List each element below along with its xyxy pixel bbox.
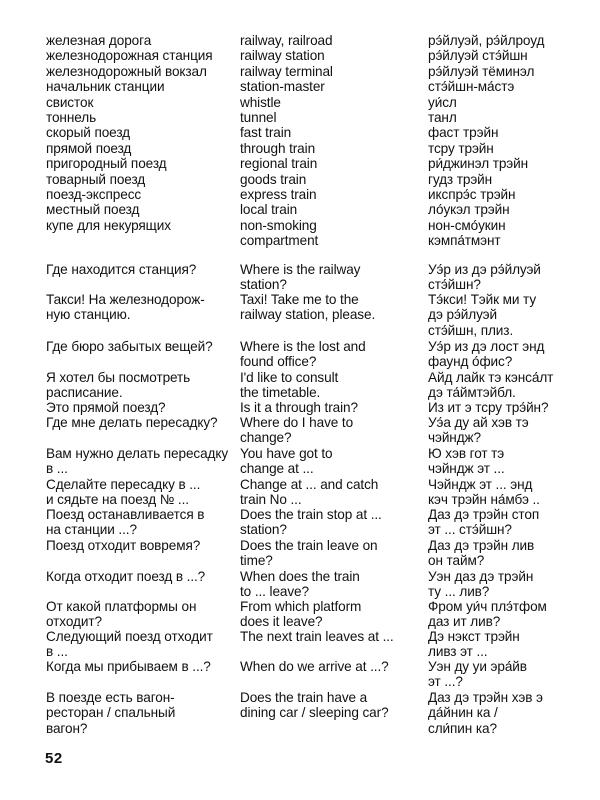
transcription-text: Дэ нэкст трэйн ливз эт ... [428,629,520,660]
english-text: through train [240,140,316,156]
russian-text: Где мне делать пересадку? [46,415,218,430]
english-text: whistle [240,94,281,110]
transcription-text: танл [428,110,457,125]
english-text: tunnel [240,110,277,125]
english-text: Where is the lost and found office? [240,339,366,370]
russian-text: Такси! На железнодорож- ную станцию. [46,292,205,323]
russian-text: железнодорожный вокзал [46,63,207,79]
english-text: railway, railroad [240,33,333,48]
english-text: fast train [240,125,292,141]
english-text: Does the train have a dining car / sleeping car? [240,690,389,721]
russian-text: начальник станции [46,79,165,95]
russian-text: пригородный поезд [46,156,167,172]
transcription-text: Даз дэ трэйн хэв э да́йнин ка / сли́пин ка? [428,690,543,736]
transcription-text: тсру трэйн [428,140,494,156]
russian-text: Поезд отходит вовремя? [46,538,201,553]
english-text: regional train [240,156,318,172]
english-text: The next train leaves at ... [240,629,394,644]
english-text: Where do I have to change? [240,415,354,446]
transcription-text: Из ит э тсру трэ́йн? [428,400,549,415]
english-text: station-master [240,79,325,95]
transcription-text: Уэн ду уи эра́йв эт ...? [428,659,527,690]
english-text: From which platform does it leave? [240,599,362,630]
transcription-text: ло́укэл трэйн [428,202,510,218]
english-text: Does the train stop at ... station? [240,507,382,538]
transcription-text: рэ́йлуэй тёминэл [428,63,535,79]
transcription-text: Даз дэ трэйн стоп эт ... стэ́йшн? [428,507,540,538]
transcription-text: Фром уи́ч плэ́тфом даз ит лив? [428,599,547,630]
russian-text: железнодорожная станция [46,48,213,64]
english-text: Change at ... and catch train No ... [240,477,379,508]
transcription-text: Уэ́а ду ай хэв тэ чэйндж? [428,415,529,446]
english-text: express train [240,187,317,202]
english-text: Is it a through train? [240,400,358,415]
russian-text: свисток [46,94,94,110]
transcription-text: ри́джинэл трэйн [428,156,529,172]
transcription-text: гудз трэйн [428,171,493,187]
russian-text: Следующий поезд отходит в ... [46,629,213,660]
transcription-text: Тэ́кси! Тэйк ми ту дэ рэ́йлуэй стэ́йшн, плиз. [428,292,537,338]
transcription-text: Айд лайк тэ кэнса́лт дэ та́ймтэйбл. [428,370,554,401]
english-text: non-smoking compartment [240,217,319,249]
english-text: railway station [240,48,325,64]
russian-text: Это прямой поезд? [46,400,166,415]
transcription-text: Уэн даз дэ трэйн ту ... лив? [428,569,534,600]
transcription-text: рэ́йлуэй стэ́йшн [428,48,528,64]
russian-text: поезд-экспресс [46,187,142,202]
transcription-text: икспрэ́с трэйн [428,187,516,202]
transcription-text: фаст трэйн [428,125,499,141]
russian-text: Когда мы прибываем в ...? [46,659,211,674]
russian-text: Когда отходит поезд в ...? [46,569,206,584]
russian-text: железная дорога [46,33,152,48]
transcription-text: Ю хэв гот тэ чэйндж эт ... [428,446,505,477]
transcription-text: нон-смо́укин кэмпа́тмэнт [428,217,506,249]
transcription-text: Уэ́р из дэ рэ́йлуэй стэ́йшн? [428,262,541,293]
english-text: goods train [240,171,307,187]
transcription-text: стэ́йшн-ма́стэ [428,79,515,95]
english-text: When does the train to ... leave? [240,569,360,600]
transcription-text: уи́сл [428,94,457,110]
russian-text: Где бюро забытых вещей? [46,339,213,354]
transcription-text: Чэйндж эт ... энд кэч трэйн на́мбэ .. [428,477,540,508]
russian-text: Сделайте пересадку в ... и сядьте на поезд № ... [46,477,201,508]
english-text: When do we arrive at ...? [240,659,389,674]
russian-text: товарный поезд [46,171,146,187]
page-number: 52 [45,750,63,767]
transcription-text: рэ́йлуэй, рэ́йлроуд [428,33,545,48]
russian-text: Поезд останавливается в на станции ...? [46,507,205,538]
transcription-text: Даз дэ трэйн лив он тайм? [428,538,535,569]
russian-text: тоннель [46,110,97,125]
english-text: You have got to change at ... [240,446,333,477]
russian-text: скорый поезд [46,125,131,141]
russian-text: Я хотел бы посмотреть расписание. [46,370,191,401]
russian-text: Вам нужно делать пересадку в ... [46,446,229,477]
russian-text: прямой поезд [46,140,132,156]
english-text: Taxi! Take me to the railway station, please. [240,292,376,323]
russian-text: местный поезд [46,202,140,218]
english-text: local train [240,202,298,218]
english-text: railway terminal [240,63,333,79]
english-text: Where is the railway station? [240,262,361,293]
russian-text: От какой платформы он отходит? [46,599,197,630]
russian-text: Где находится станция? [46,262,197,277]
english-text: Does the train leave on time? [240,538,378,569]
english-text: I'd like to consult the timetable. [240,370,339,401]
transcription-text: Уэ́р из дэ лост энд фаунд о́фис? [428,339,545,370]
russian-text: купе для некурящих [46,217,171,233]
russian-text: В поезде есть вагон- ресторан / спальный вагон? [46,690,176,736]
